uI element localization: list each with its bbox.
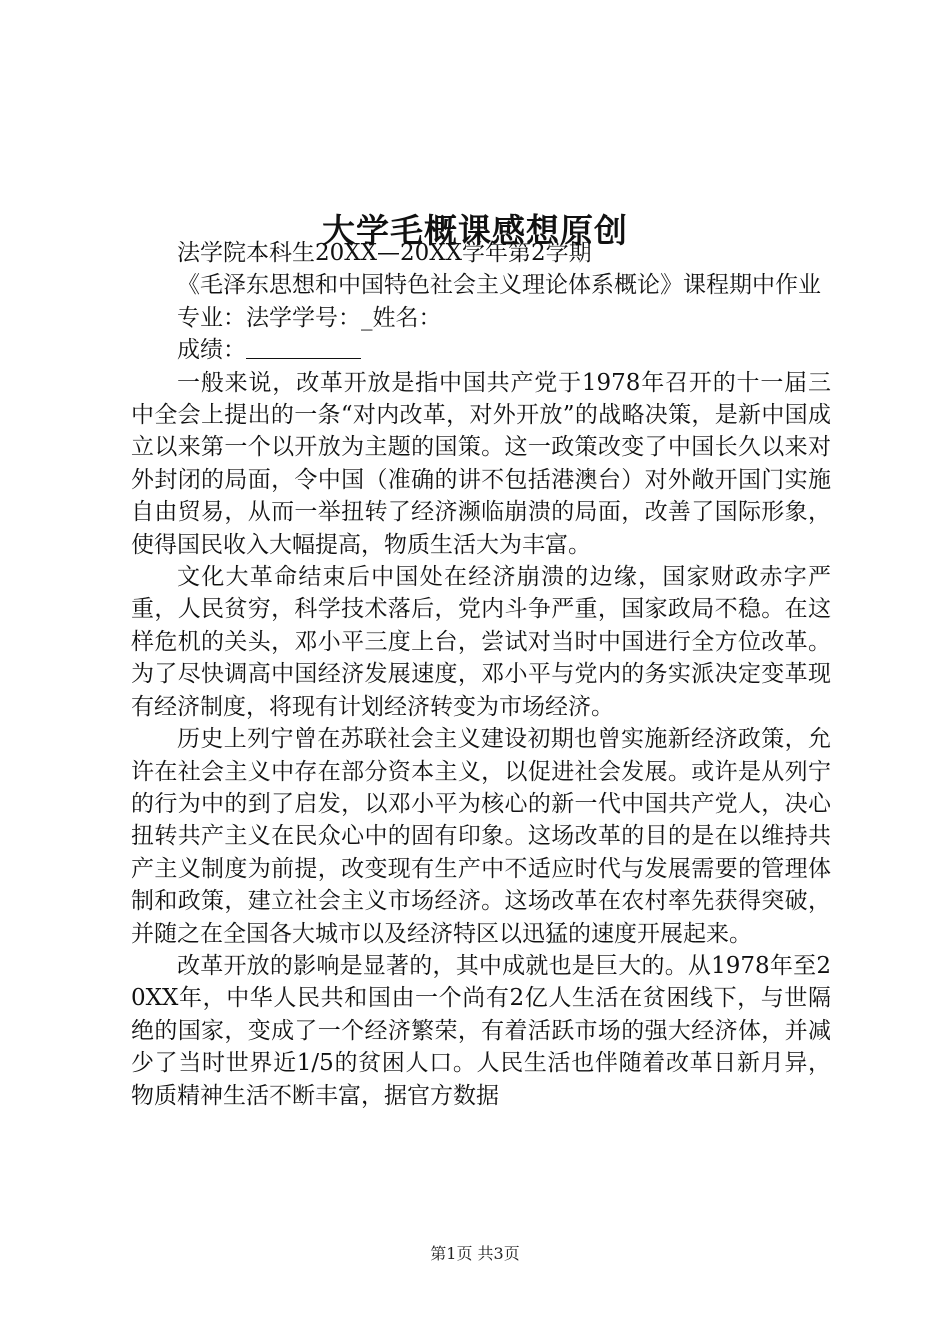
page-footer: 第1页 共3页 [430,1244,520,1263]
paragraph-3: 历史上列宁曾在苏联社会主义建设初期也曾实施新经济政策，允许在社会主义中存在部分资本主义，以促进社会发展。或许是从列宁的行为中的到了启发，以邓小平为核心的新一代中国共产党人，决心扭转共产主义在民众心中的固有印象。这场改革的目的是在以维持共产主义制度为前提，改变现有生产中不适应时代与发展需要的管理体制和政策，建立社会主义市场经济。这场改革在农村率先获得突破，并随之在全国各大城市以及经济特区以迅猛的速度开展起来。 [131,726,831,947]
document-title: 大学毛概课感想原创 [322,211,628,251]
paragraph-1: 一般来说，改革开放是指中国共产党于1978年召开的十一届三中全会上提出的一条“对内改革，对外开放”的战略决策，是新中国成立以来第一个以开放为主题的国策。这一政策改变了中国长久以来对外封闭的局面，令中国（准确的讲不包括港澳台）对外敞开国门实施自由贸易，从而一举扭转了经济濒临崩溃的局面，改善了国际形象，使得国民收入大幅提高，物质生活大为丰富。 [131,369,831,558]
paragraph-2: 文化大革命结束后中国处在经济崩溃的边缘，国家财政赤字严重，人民贫穷，科学技术落后，党内斗争严重，国家政局不稳。在这样危机的关头，邓小平三度上台，尝试对当时中国进行全方位改革。为了尽快调高中国经济发展速度，邓小平与党内的务实派决定变革现有经济制度，将现有计划经济转变为市场经济。 [131,564,831,720]
course-name-line: 《毛泽东思想和中国特色社会主义理论体系概论》课程期中作业 [177,272,821,299]
grade-label: 成绩： [177,337,246,364]
student-info-line: 专业：法学学号：_姓名： [177,304,442,331]
grade-line [131,334,831,366]
document-body [131,237,831,1112]
paragraph-4: 改革开放的影响是显著的，其中成就也是巨大的。从1978年至20XX年，中华人民共和国由一个尚有2亿人生活在贫困线下，与世隔绝的国家，变成了一个经济繁荣，有着活跃市场的强大经济体，并减少了当时世界近1/5的贫困人口。人民生活也伴随着改革日新月异，物质精神生活不断丰富，据官方数据 [131,952,831,1109]
grade-blank [246,336,361,359]
course-semester-line: 法学院本科生20XX—20XX学年第2学期 [177,240,592,266]
